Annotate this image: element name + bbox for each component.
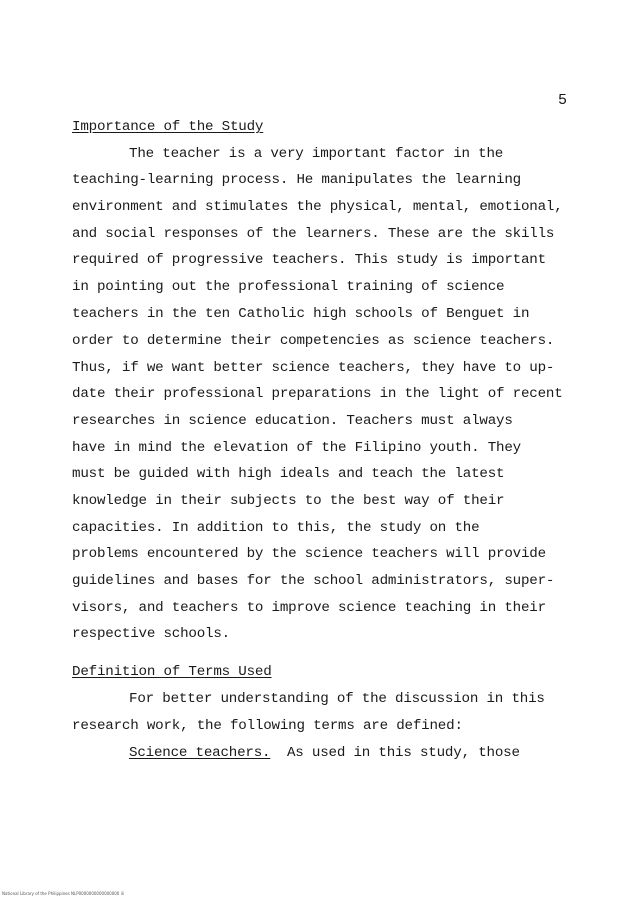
paragraph-line: must be guided with high ideals and teach the latest	[72, 466, 505, 482]
paragraph-line: researches in science education. Teachers must always	[72, 413, 513, 429]
paragraph-line: problems encountered by the science teachers will provide	[72, 546, 546, 562]
library-footer: National Library of the Philippines NLP0000000000000000 ili	[2, 891, 124, 896]
paragraph-line: The teacher is a very important factor in the	[129, 146, 504, 162]
paragraph-line: research work, the following terms are defined:	[72, 718, 463, 734]
paragraph-line: have in mind the elevation of the Filipino youth. They	[72, 440, 521, 456]
paragraph-line: Thus, if we want better science teachers, they have to up-	[72, 360, 555, 376]
definition-line	[129, 745, 520, 761]
page-number: 5	[558, 92, 568, 109]
paragraph-line: knowledge in their subjects to the best way of their	[72, 493, 505, 509]
paragraph-line: teachers in the ten Catholic high schools of Benguet in	[72, 306, 530, 322]
paragraph-line: date their professional preparations in the light of recent	[72, 386, 563, 402]
paragraph-line: guidelines and bases for the school administrators, super-	[72, 573, 555, 589]
defined-term: Science teachers.	[129, 745, 271, 761]
paragraph-line: For better understanding of the discussion in this	[129, 691, 545, 707]
paragraph-line: order to determine their competencies as science teachers.	[72, 333, 555, 349]
paragraph-line: teaching-learning process. He manipulates the learning	[72, 172, 521, 188]
paragraph-line: in pointing out the professional training of science	[72, 279, 505, 295]
paragraph-line: environment and stimulates the physical, mental, emotional,	[72, 199, 563, 215]
paragraph-line: capacities. In addition to this, the study on the	[72, 520, 480, 536]
paragraph-line: respective schools.	[72, 626, 230, 642]
section-heading-definitions: Definition of Terms Used	[72, 664, 272, 680]
paragraph-line: and social responses of the learners. These are the skills	[72, 226, 555, 242]
definition-text: As used in this study, those	[270, 745, 520, 761]
paragraph-line: visors, and teachers to improve science teaching in their	[72, 600, 546, 616]
section-heading-importance: Importance of the Study	[72, 119, 264, 135]
paragraph-line: required of progressive teachers. This study is important	[72, 252, 546, 268]
